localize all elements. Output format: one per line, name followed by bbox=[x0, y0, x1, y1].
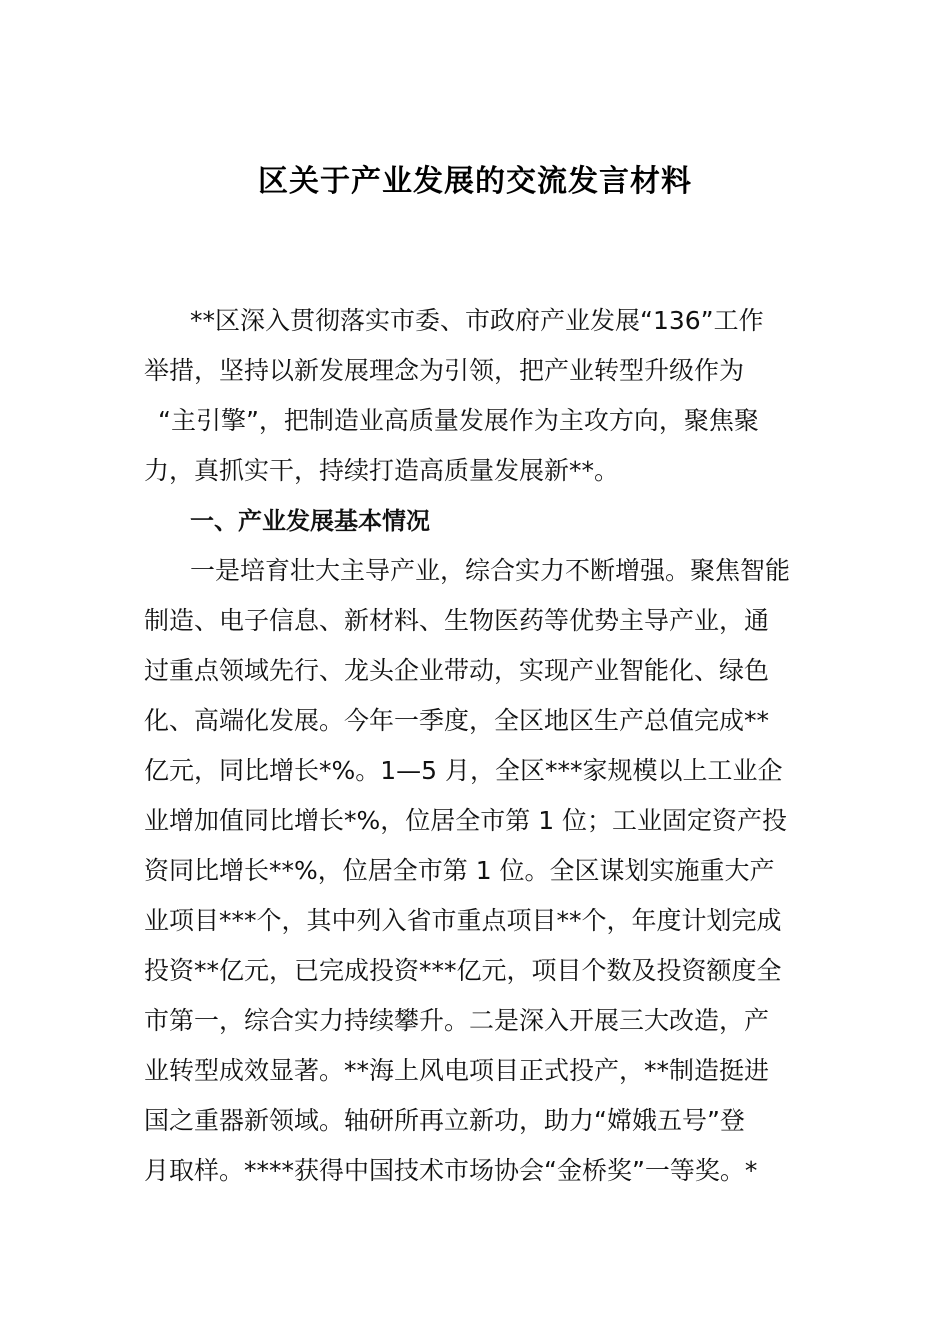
paragraph-line: 制造、电子信息、新材料、生物医药等优势主导产业，通 bbox=[144, 606, 770, 635]
paragraph-line: 业增加值同比增长*%，位居全市第 1 位；工业固定资产投 bbox=[144, 806, 788, 835]
paragraph-line: 亿元，同比增长*%。1—5 月，全区***家规模以上工业企 bbox=[144, 756, 783, 785]
paragraph-line: 资同比增长**%，位居全市第 1 位。全区谋划实施重大产 bbox=[144, 856, 775, 885]
paragraph-line: “主引擎”，把制造业高质量发展作为主攻方向，聚焦聚 bbox=[158, 406, 759, 435]
paragraph-line: 国之重器新领域。轴研所再立新功，助力“嫦娥五号”登 bbox=[144, 1106, 745, 1135]
document-title: 区关于产业发展的交流发言材料 bbox=[258, 164, 692, 199]
paragraph-line: 月取样。****获得中国技术市场协会“金桥奖”一等奖。* bbox=[144, 1156, 758, 1185]
paragraph-line: 市第一，综合实力持续攀升。二是深入开展三大改造，产 bbox=[144, 1006, 770, 1035]
paragraph-line: 投资**亿元，已完成投资***亿元，项目个数及投资额度全 bbox=[144, 956, 782, 985]
paragraph-line: **区深入贯彻落实市委、市政府产业发展“136”工作 bbox=[190, 306, 764, 335]
section-heading: 一、产业发展基本情况 bbox=[190, 507, 430, 535]
document-body bbox=[144, 296, 808, 1196]
paragraph-line: 一是培育壮大主导产业，综合实力不断增强。聚焦智能 bbox=[190, 556, 791, 585]
paragraph-line: 过重点领域先行、龙头企业带动，实现产业智能化、绿色 bbox=[144, 656, 770, 685]
paragraph-line: 力，真抓实干，持续打造高质量发展新**。 bbox=[144, 456, 620, 485]
paragraph-line: 业项目***个，其中列入省市重点项目**个，年度计划完成 bbox=[144, 906, 782, 935]
paragraph-line: 举措，坚持以新发展理念为引领，把产业转型升级作为 bbox=[144, 356, 745, 385]
paragraph-line: 业转型成效显著。**海上风电项目正式投产，**制造挺进 bbox=[144, 1056, 770, 1085]
paragraph-line: 化、高端化发展。今年一季度，全区地区生产总值完成** bbox=[144, 706, 770, 735]
